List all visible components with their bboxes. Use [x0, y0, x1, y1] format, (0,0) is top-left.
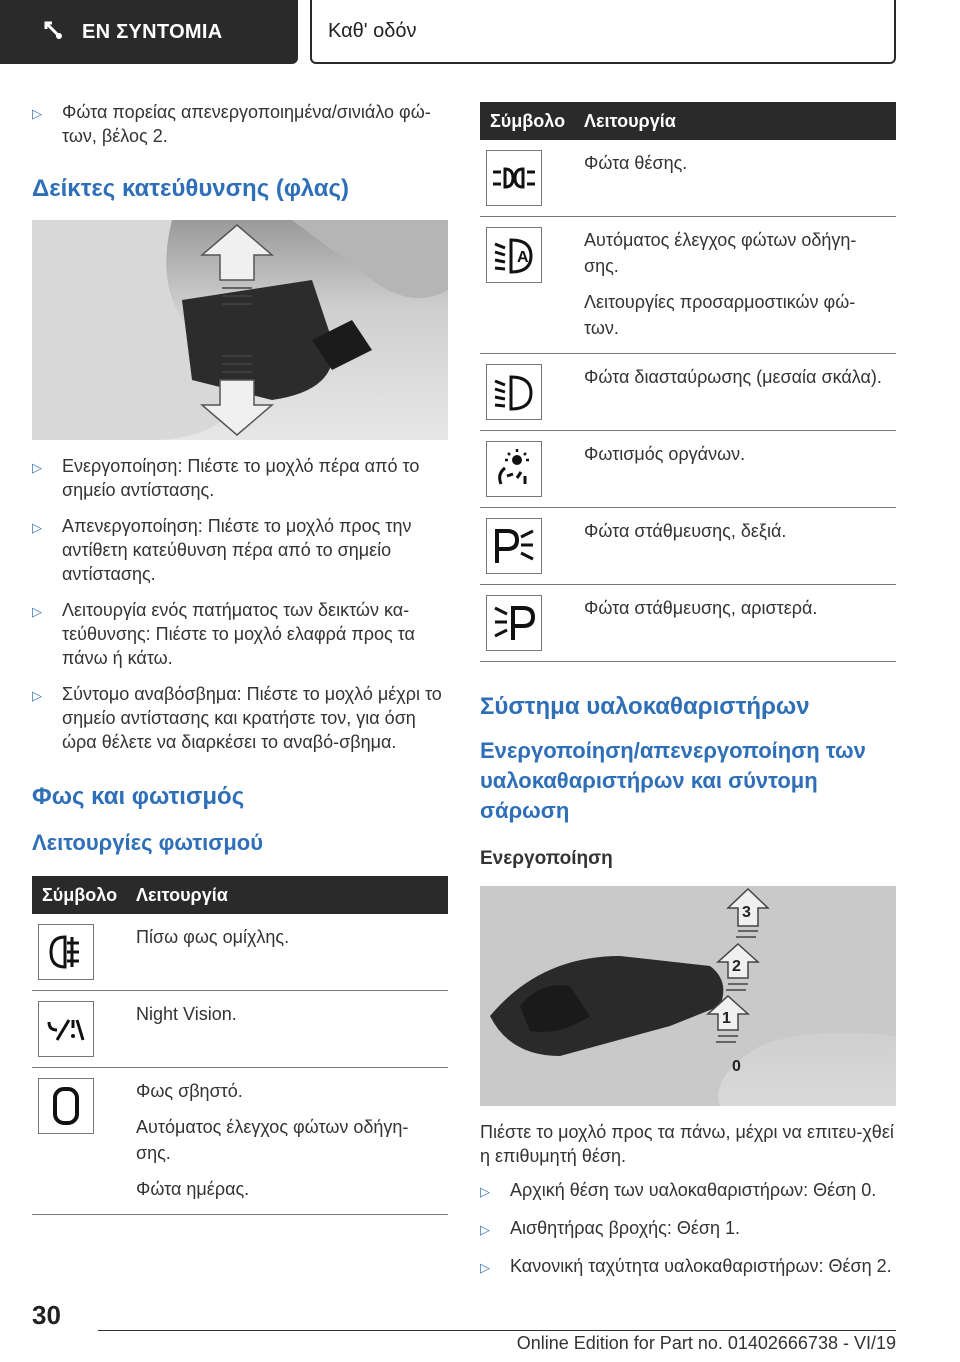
- triangle-bullet-icon: ▷: [32, 520, 42, 535]
- triangle-bullet-icon: ▷: [32, 106, 42, 121]
- low-beam-icon: [486, 364, 542, 420]
- col-header-symbol: Σύμβολο: [480, 102, 578, 140]
- list-item: ▷ Λειτουργία ενός πατήματος των δεικτών κα-τεύθυνσης: Πιέστε το μοχλό ελαφρά προς τα πάνω ή κάτω.: [32, 600, 415, 668]
- parking-light-right-icon: [486, 518, 542, 574]
- chapter-tab[interactable]: [310, 0, 896, 64]
- triangle-bullet-icon: ▷: [480, 1260, 490, 1275]
- lights-off-zero-icon: [38, 1078, 94, 1134]
- col-header-function: Λειτουργία: [130, 876, 448, 914]
- triangle-bullet-icon: ▷: [32, 604, 42, 619]
- list-item: ▷ Ενεργοποίηση: Πιέστε το μοχλό πέρα από το σημείο αντίστασης.: [32, 456, 420, 500]
- parking-light-left-icon: [486, 595, 542, 651]
- table-row: Φώτα θέσης.: [480, 140, 896, 217]
- triangle-bullet-icon: ▷: [480, 1222, 490, 1237]
- position-label-2: 2: [732, 958, 741, 975]
- turn-signal-photo: [32, 220, 448, 440]
- edition-text: Online Edition for Part no. 01402666738 - VI/19: [516, 1333, 896, 1353]
- position-label-3: 3: [742, 904, 751, 921]
- page-number: 30: [32, 1300, 61, 1330]
- turn-signal-list: [32, 454, 448, 754]
- list-item: ▷ Σύντομο αναβόσβημα: Πιέστε το μοχλό μέχρι το σημείο αντίστασης και κρατήστε τον, για όση ώρα θέλετε να διαρκέσει το αναβό-σβημα.: [32, 684, 442, 752]
- table-row: Φώτα στάθμευσης, δεξιά.: [480, 508, 896, 585]
- night-vision-icon: [38, 1001, 94, 1057]
- side-lights-icon: [486, 150, 542, 206]
- edition-footer: [98, 1330, 896, 1354]
- list-item: ▷ Αισθητήρας βροχής: Θέση 1.: [480, 1216, 896, 1242]
- triangle-bullet-icon: ▷: [32, 688, 42, 703]
- wiper-lever-photo: [480, 886, 896, 1106]
- wiper-subheading: Ενεργοποίηση/απενεργοποίηση των υαλοκαθαριστήρων και σύντομη σάρωση: [480, 738, 866, 823]
- triangle-bullet-icon: ▷: [480, 1184, 490, 1199]
- table-row: Night Vision.: [32, 991, 448, 1068]
- right-column: [480, 102, 896, 1292]
- col-header-symbol: Σύμβολο: [32, 876, 130, 914]
- table-row: Πίσω φως ομίχλης.: [32, 914, 448, 991]
- light-functions-table: [32, 876, 448, 1215]
- wiper-instructions: Πιέστε το μοχλό προς τα πάνω, μέχρι να επιτευ-χθεί η επιθυμητή θέση.: [480, 1122, 894, 1166]
- table-row: Φως σβηστό. Αυτόματος έλεγχος φώτων οδήγη-σης. Φώτα ημέρας.: [32, 1068, 448, 1215]
- col-header-function: Λειτουργία: [578, 102, 896, 140]
- light-heading: Φως και φωτισμός: [32, 783, 245, 810]
- list-item: ▷ Απενεργοποίηση: Πιέστε το μοχλό προς την αντίθετη κατεύθυνση πέρα από το σημείο αντίστασης.: [32, 516, 412, 584]
- instrument-lighting-icon: [486, 441, 542, 497]
- table-row: A Αυτόματος έλεγχος φώτων οδήγη-σης. Λειτουργίες προσαρμοστικών φώ-των.: [480, 217, 896, 354]
- svg-text:A: A: [517, 249, 529, 266]
- auto-headlight-icon: [486, 227, 542, 283]
- list-item: ▷ Αρχική θέση των υαλοκαθαριστήρων: Θέση 0.: [480, 1178, 896, 1204]
- list-item: ▷ Φώτα πορείας απενεργοποιημένα/σινιάλο φώ-των, βέλος 2.: [32, 102, 431, 146]
- position-label-0: 0: [732, 1058, 741, 1075]
- left-column: [32, 100, 448, 1215]
- position-label-1: 1: [722, 1010, 731, 1027]
- section-tab[interactable]: [0, 0, 298, 64]
- chapter-label: Καθ' οδόν: [328, 19, 417, 42]
- turn-signal-heading: Δείκτες κατεύθυνσης (φλας): [32, 175, 350, 202]
- light-subheading: Λειτουργίες φωτισμού: [32, 830, 264, 855]
- list-item: ▷ Κανονική ταχύτητα υαλοκαθαριστήρων: Θέση 2.: [480, 1254, 896, 1280]
- light-functions-table-2: [480, 102, 896, 662]
- rear-fog-light-icon: [38, 924, 94, 980]
- wiper-list: [480, 1178, 896, 1280]
- triangle-bullet-icon: ▷: [32, 460, 42, 475]
- car-quick-icon: [42, 19, 64, 46]
- section-label: ΕΝ ΣΥΝΤΟΜΙΑ: [82, 20, 223, 43]
- wiper-heading: Σύστημα υαλοκαθαριστήρων: [480, 693, 810, 720]
- table-row: Φωτισμός οργάνων.: [480, 431, 896, 508]
- table-row: Φώτα διασταύρωσης (μεσαία σκάλα).: [480, 354, 896, 431]
- activation-heading: Ενεργοποίηση: [480, 848, 613, 869]
- table-row: Φώτα στάθμευσης, αριστερά.: [480, 585, 896, 662]
